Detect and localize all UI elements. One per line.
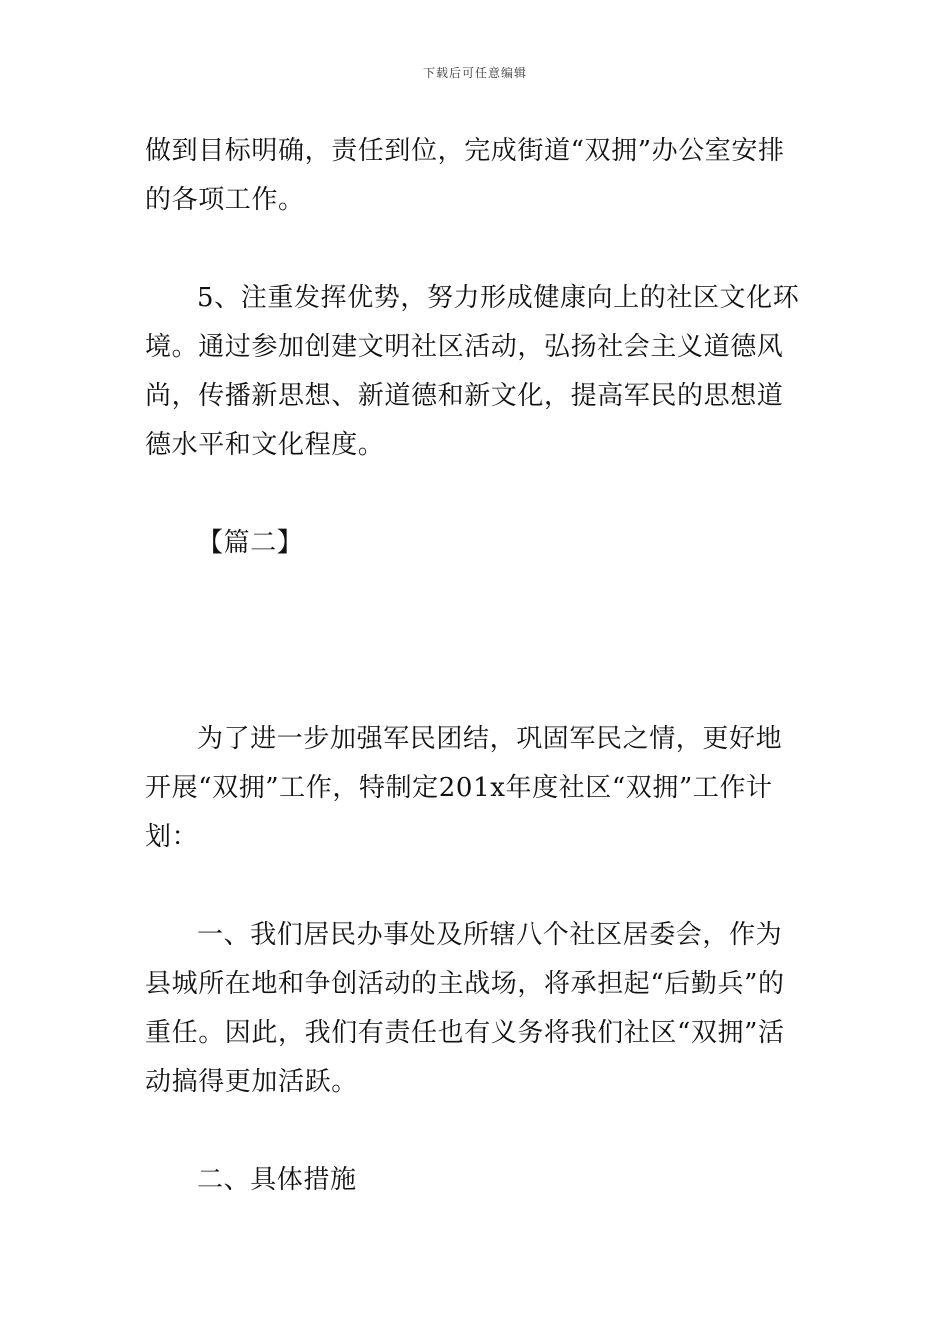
document-body [145, 127, 807, 1205]
page-header: 下载后可任意编辑 [422, 66, 527, 80]
paragraph-section-two-heading: 二、具体措施 [197, 1165, 357, 1195]
section-heading-part-two: 【篇二】 [197, 528, 304, 558]
paragraph-continuation: 做到目标明确，责任到位，完成街道“双拥”办公室安排的各项工作。 [145, 136, 785, 215]
paragraph-section-one: 一、我们居民办事处及所辖八个社区居委会，作为县城所在地和争创活动的主战场，将承担起“后勤兵”的重任。因此，我们有责任也有义务将我们社区“双拥”活动搞得更加活跃。 [145, 920, 785, 1097]
paragraph-intro: 为了进一步加强军民团结，巩固军民之情，更好地开展“双拥”工作，特制定201x年度社区“双拥”工作计划： [145, 724, 783, 852]
paragraph-item-5: 5、注重发挥优势，努力形成健康向上的社区文化环境。通过参加创建文明社区活动，弘扬社会主义道德风尚，传播新思想、新道德和新文化，提高军民的思想道德水平和文化程度。 [145, 283, 800, 460]
